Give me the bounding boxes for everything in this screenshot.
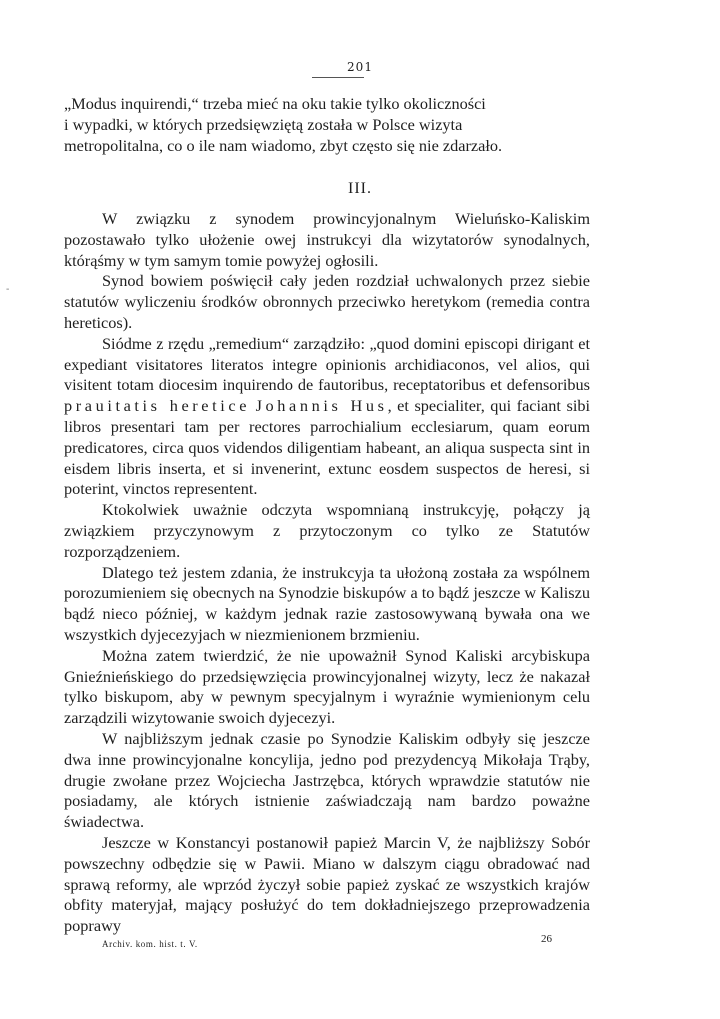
lead-paragraph-line: „Modus inquirendi,“ trzeba mieć na oku takie tylko okoliczności [64,94,486,113]
spaced-emphasis: Johannis Hus [255,396,388,416]
paragraph-with-quotation [64,334,590,500]
lead-paragraph-line: i wypadki, w których przedsięwziętą została w Polsce wizyta [64,114,463,134]
paragraph: Synod bowiem poświęcił cały jeden rozdział uchwalonych przez siebie statutów wyliczeniu środków obronnych przeciwko heretykom (remedia contra hereticos). [64,271,590,332]
section-heading: III. [348,180,372,197]
spaced-emphasis: prauitatis heretice [64,396,251,416]
margin-mark: - [6,284,10,295]
lead-paragraph [64,94,590,156]
paragraph: Ktokolwiek uważnie odczyta wspomnianą instrukcyję, połączy ją związkiem przyczynowym z przytoczonym co tylko ze Statutów rozporządzeniem. [64,500,590,561]
paragraph: W związku z synodem prowincyjonalnym Wieluńsko-Kaliskim pozostawało tylko ułożenie owej instrukcyi dla wizytatorów synodalnych, którąśmy w tym samym tomie powyżej ogłosili. [64,209,590,270]
header-rule [312,77,364,78]
page-number: 201 [347,60,373,74]
lead-paragraph-line: metropolitalna, co o ile nam wiadomo, zbyt często się nie zdarzało. [64,135,503,155]
paragraph-text: , et specialiter, qui faciant sibi libros presentari tam per rectores parrochialium ecclesiarum, quam eorum predicatores, circa quos videndos diligentiam habeant, an aliqua suspecta sint in eisdem libris inserta, et si invenerint, extunc eosdem suspectos de heresi, si poterint, vinctos representent. [64,396,591,499]
paragraph-text: Siódme z rzędu „remedium“ zarządziło: „quod domini episcopi dirigant et expediant visitatores literatos integre opinionis archidiaconos, vel alios, qui visitent totam diocesim inquirendo de fautoribus, receptatoribus et defensoribus [64,333,590,395]
body-text [64,209,590,937]
paragraph: Dlatego też jestem zdania, że instrukcyja ta ułożoną została za wspólnem porozumieniem się obecnych na Synodzie biskupów a to bądź jeszcze w Kaliszu bądź nieco później, w każdym jednak razie zastosowywaną bywała ona we wszystkich dyjecezyjach w niezmienionem brzmieniu. [64,562,590,644]
footer-source-signature: Archiv. kom. hist. t. V. [102,939,198,949]
footer-sheet-number: 26 [541,933,552,945]
paragraph: W najbliższym jednak czasie po Synodzie Kaliskim odbyły się jeszcze dwa inne prowincyjonalne koncylija, jedno pod prezydencyą Mikołaja Trąby, drugie zwołane przez Wojciecha Jastrzębca, których wprawdzie statutów nie posiadamy, ale których istnienie zaświadczają nam bardzo poważne świadectwa. [64,728,590,832]
paragraph: Można zatem twierdzić, że nie upoważnił Synod Kaliski arcybiskupa Gnieźnieńskiego do przedsięwzięcia prowincyjonalnej wizyty, lecz że nakazał tylko biskupom, aby w pewnym specyjalnym i wyraźnie wymienionym celu zarządzili wizytowanie swoich dyjecezyi. [64,645,590,728]
paragraph: Jeszcze w Konstancyi postanowił papież Marcin V, że najbliższy Sobór powszechny odbędzie się w Pawii. Miano w dalszym ciągu obradować nad sprawą reformy, ale wprzód życzył sobie papież zyskać ze wszystkich krajów obfity materyjał, mający posłużyć do tem dokładniejszego przeprowadzenia poprawy [64,832,590,936]
